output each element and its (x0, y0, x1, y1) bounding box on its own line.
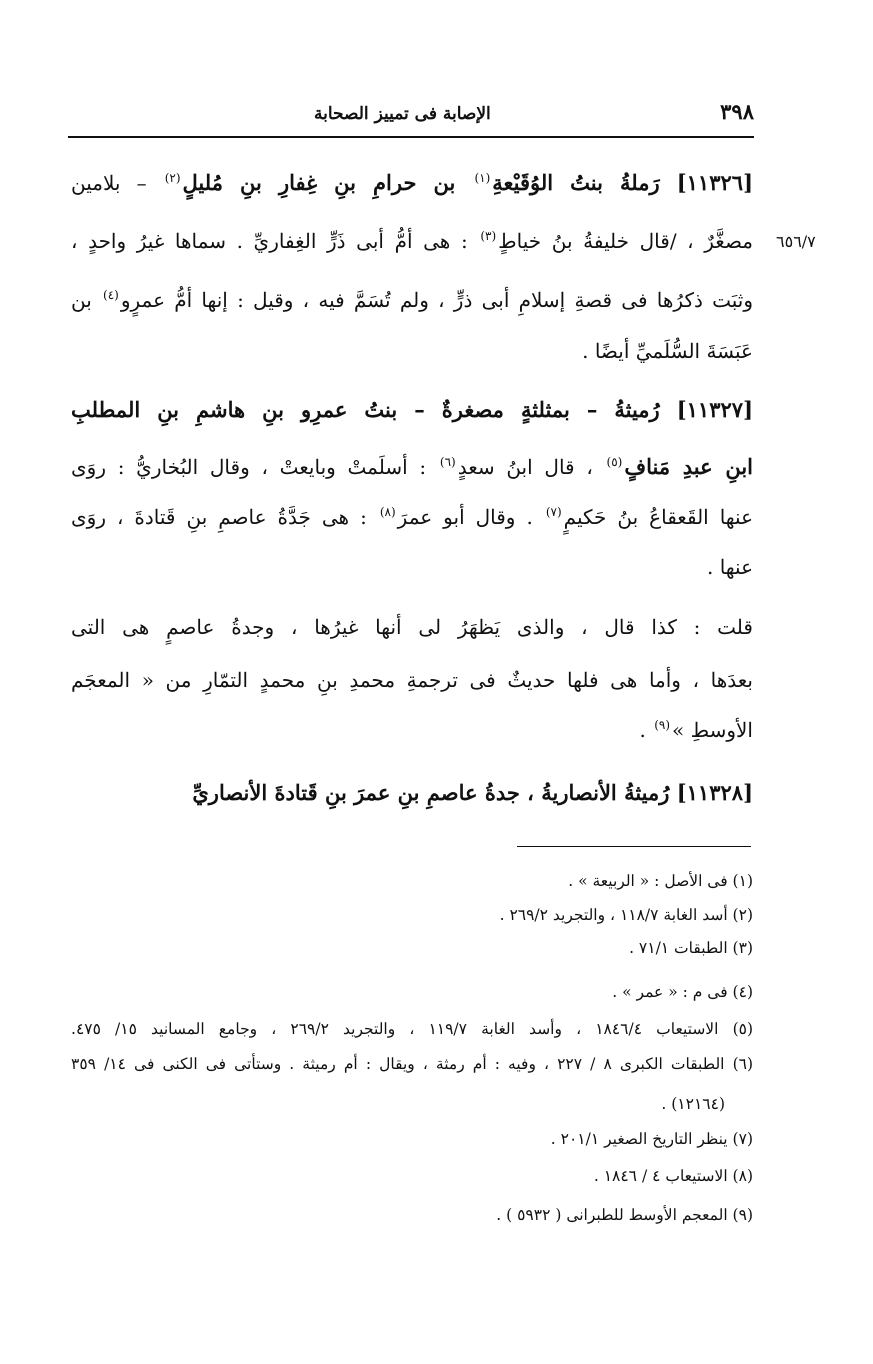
footnote-ref-4: (٤) (103, 288, 119, 303)
entry-11327-text: عنها القَعقاعُ بنُ حَكيمٍ (563, 505, 753, 529)
note-line-2 (71, 665, 753, 695)
entry-11326-text: بن (71, 288, 102, 312)
footnote-5: (٥) الاستيعاب ١٨٤٦/٤ ، وأسد الغابة ١١٩/٧ ، والتجريد ٢٦٩/٢ ، وجامع المسانيد ١٥/ ٤٧٥. (71, 1020, 754, 1038)
footnote-ref-7: (٧) (545, 505, 562, 520)
entry-11326-line-3 (71, 285, 753, 315)
entry-11327-text: : هى جَدَّةُ عاصمِ بنِ قَتادةَ ، روَى (71, 505, 378, 529)
footnote-2: (٢) أسد الغابة ١١٨/٧ ، والتجريد ٢٦٩/٢ . (499, 906, 753, 924)
footnote-3: (٣) الطبقات ٧١/١ . (629, 939, 753, 957)
margin-reference: ٦٥٦/٧ (776, 232, 816, 251)
footnote-ref-1: (١) (474, 171, 491, 186)
footnote-9: (٩) المعجم الأوسط للطبرانى ( ٥٩٣٢ ) . (496, 1206, 753, 1224)
note-text: الأوسطِ » (672, 718, 753, 742)
entry-11327-heading: [١١٣٢٧] رُميثةُ – بمثلثةٍ مصغرةٌ – بنتُ عمرِو بنِ هاشمِ بنِ المطلبِ (71, 397, 753, 422)
entry-11326-line-4 (71, 336, 753, 366)
entry-11328-heading: [١١٣٢٨] رُميثةُ الأنصاريةُ ، جدةُ عاصمِ بنِ عمرَ بنِ قَتادةَ الأنصاريِّ (192, 780, 753, 805)
footnote-7: (٧) ينظر التاريخ الصغير ٢٠١/١ . (550, 1130, 753, 1148)
entry-11326-text: : هى أمُّ أبى ذَرٍّ الغِفاريِّ . سماها غيرُ واحدٍ ، (71, 229, 479, 253)
entry-11326-line-1 (71, 168, 753, 198)
entry-11326-text: وثبَت ذكرُها فى قصةِ إسلامِ أبى ذرٍّ ، ولم تُسَمَّ فيه ، وقيل : إنها أمُّ عمرٍو (120, 288, 753, 312)
page-number: ٣٩٨ (720, 99, 754, 124)
footnote-6-continuation: (١٢١٦٤) . (661, 1095, 725, 1113)
footnote-ref-9: (٩) (654, 718, 671, 733)
note-text: قلت : كذا قال ، والذى يَظهَرُ لى أنها غيرُها ، وجدةُ عاصمٍ هى التى (71, 615, 753, 639)
entry-11327-line-1 (71, 395, 753, 425)
entry-11327-line-3 (71, 502, 753, 532)
entry-11327-text: . وقال أبو عمرَ (397, 505, 544, 529)
footnote-ref-3: (٣) (480, 229, 497, 244)
header-rule (68, 136, 754, 138)
entry-11326-text: عَبَسَةَ السُّلَميِّ أيضًا . (582, 339, 753, 363)
entry-11327-heading-cont: ابنِ عبدِ مَنافٍ (624, 454, 753, 479)
note-text: . (639, 718, 653, 742)
footnote-4: (٤) فى م : « عمر » . (612, 983, 753, 1001)
entry-11326-heading-cont: بن حرامِ بنِ غِفارِ بنِ مُليلٍ (182, 170, 473, 195)
entry-11326-text: مصغَّرٌ ، /قال خليفةُ بنُ خياطٍ (498, 229, 753, 253)
footnote-1: (١) فى الأصل : « الربيعة » . (568, 872, 753, 890)
footnote-rule (517, 846, 751, 847)
entry-11327-line-2 (71, 452, 753, 482)
note-text: بعدَها ، وأما هى فلها حديثٌ فى ترجمةِ محمدِ بنِ محمدٍ التمّارِ من « المعجَم (71, 668, 753, 692)
entry-11326-text: – بلامين (71, 171, 163, 195)
note-line-1 (71, 612, 753, 642)
page-header (64, 84, 754, 124)
entry-11327-line-4 (71, 552, 753, 582)
footnote-ref-8: (٨) (379, 505, 396, 520)
footnote-ref-2: (٢) (164, 171, 181, 186)
running-title: الإصابة فى تمييز الصحابة (314, 104, 491, 124)
entry-11327-text: : أسلَمتْ وبايعتْ ، وقال البُخاريُّ : روَى (71, 455, 438, 479)
entry-11328-line-1 (71, 778, 753, 808)
footnote-6: (٦) الطبقات الكبرى ٨ / ٢٢٧ ، وفيه : أم رمثة ، ويقال : أم رميثة . وستأتى فى الكنى فى ١٤/ ٣٥٩ (71, 1055, 754, 1073)
note-line-3 (71, 715, 753, 745)
entry-11327-text: ، قال ابنُ سعدٍ (457, 455, 605, 479)
entry-11326-line-2 (71, 226, 753, 256)
footnote-ref-6: (٦) (439, 455, 456, 470)
entry-11326-heading: [١١٣٢٦] رَملةُ بنتُ الوُقَيْعةِ (492, 170, 753, 195)
footnote-ref-5: (٥) (606, 455, 623, 470)
footnote-8: (٨) الاستيعاب ٤ / ١٨٤٦ . (593, 1167, 753, 1185)
entry-11327-text: عنها . (707, 555, 753, 579)
